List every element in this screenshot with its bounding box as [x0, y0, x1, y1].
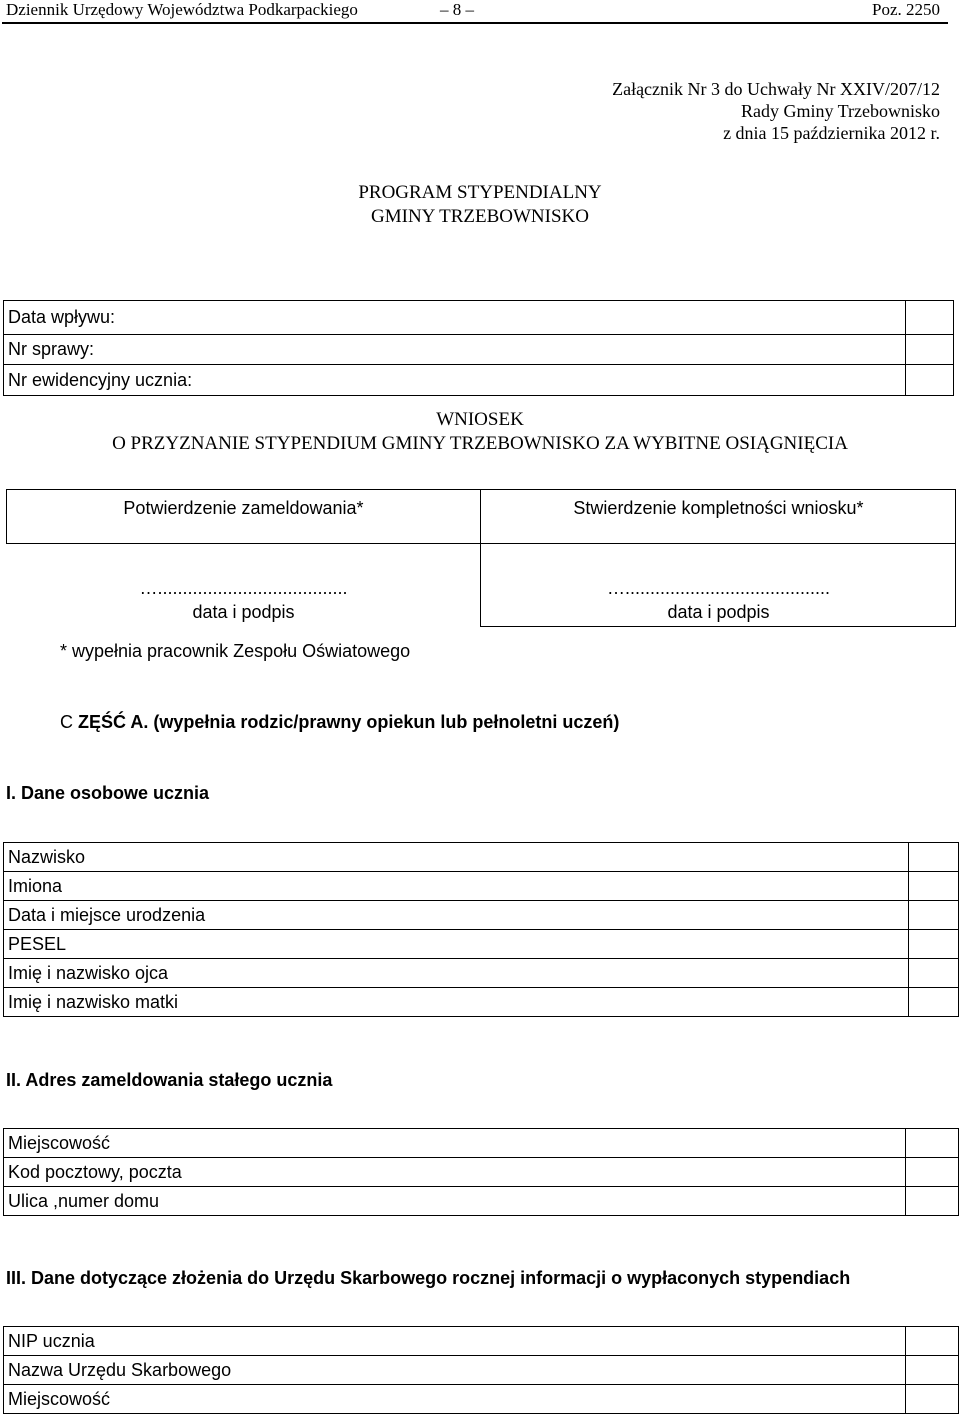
field-tax-town[interactable]	[906, 1385, 959, 1414]
personal-data-table	[3, 842, 959, 1017]
program-title	[0, 181, 960, 229]
confirm-left-sign-label: data i podpis	[192, 602, 295, 622]
field-mother[interactable]	[909, 988, 959, 1017]
attachment-line-2: Rady Gminy Trzebownisko	[740, 101, 940, 121]
confirm-right-signature-line: ….........................................	[606, 578, 831, 598]
table-row	[4, 959, 959, 988]
registry-label-student-id: Nr ewidencyjny ucznia:	[4, 365, 906, 396]
attachment-note	[612, 78, 940, 144]
field-tax-office[interactable]	[906, 1356, 959, 1385]
part-a-title: ZĘŚĆ A.	[78, 712, 149, 732]
field-postal[interactable]	[906, 1158, 959, 1187]
row-label-pesel: PESEL	[4, 930, 909, 959]
section-1-title: I. Dane osobowe ucznia	[6, 783, 210, 803]
part-a-prefix: C	[60, 712, 78, 732]
table-row	[4, 901, 959, 930]
table-row	[4, 988, 959, 1017]
table-row	[4, 872, 959, 901]
row-label-town: Miejscowość	[4, 1129, 906, 1158]
application-title	[0, 408, 960, 456]
row-label-nip: NIP ucznia	[4, 1327, 906, 1356]
table-row	[4, 365, 954, 396]
confirm-left-signature-line: …......................................	[139, 578, 348, 598]
table-row	[4, 335, 954, 365]
field-pesel[interactable]	[909, 930, 959, 959]
field-nip[interactable]	[906, 1327, 959, 1356]
field-birth[interactable]	[909, 901, 959, 930]
row-label-postal: Kod pocztowy, poczta	[4, 1158, 906, 1187]
confirm-top-rule	[6, 489, 956, 490]
section-3-title: III. Dane dotyczące złożenia do Urzędu Skarbowego rocznej informacji o wypłaconych stypendiach	[6, 1268, 851, 1288]
registry-field-case[interactable]	[906, 335, 954, 365]
table-row	[4, 1327, 959, 1356]
table-row	[4, 1385, 959, 1414]
application-title-line-1: WNIOSEK	[436, 409, 524, 430]
part-a-note: (wypełnia rodzic/prawny opiekun lub pełnoletni uczeń)	[148, 712, 620, 732]
field-father[interactable]	[909, 959, 959, 988]
row-label-tax-office: Nazwa Urzędu Skarbowego	[4, 1356, 906, 1385]
row-label-mother: Imię i nazwisko matki	[4, 988, 909, 1017]
registry-label-case: Nr sprawy:	[4, 335, 906, 365]
row-label-father: Imię i nazwisko ojca	[4, 959, 909, 988]
header-rule	[2, 22, 948, 24]
row-label-tax-town: Miejscowość	[4, 1385, 906, 1414]
table-row	[4, 1129, 959, 1158]
part-a-heading	[60, 712, 619, 733]
table-row	[4, 301, 954, 335]
page-number: – 8 –	[440, 0, 474, 19]
row-label-birth: Data i miejsce urodzenia	[4, 901, 909, 930]
table-row	[4, 930, 959, 959]
confirm-right-title: Stwierdzenie kompletności wniosku*	[573, 498, 864, 518]
field-surname[interactable]	[909, 843, 959, 872]
table-row	[4, 843, 959, 872]
table-row	[4, 1158, 959, 1187]
row-label-street: Ulica ,numer domu	[4, 1187, 906, 1216]
row-label-first-names: Imiona	[4, 872, 909, 901]
journal-title: Dziennik Urzędowy Województwa Podkarpackiego	[6, 0, 358, 19]
address-table	[3, 1128, 959, 1216]
application-title-line-2: O PRZYZNANIE STYPENDIUM GMINY TRZEBOWNISKO ZA WYBITNE OSIĄGNIĘCIA	[112, 433, 848, 454]
attachment-line-3: z dnia 15 października 2012 r.	[723, 123, 940, 143]
field-first-names[interactable]	[909, 872, 959, 901]
program-title-line-1: PROGRAM STYPENDIALNY	[358, 182, 602, 203]
confirm-right-sign-label: data i podpis	[667, 602, 770, 622]
registry-field-date[interactable]	[906, 301, 954, 335]
registry-table	[3, 300, 954, 396]
row-label-surname: Nazwisko	[4, 843, 909, 872]
field-town[interactable]	[906, 1129, 959, 1158]
tax-office-table	[3, 1326, 959, 1414]
confirm-mid-rule	[6, 543, 956, 544]
registry-field-student-id[interactable]	[906, 365, 954, 396]
program-title-line-2: GMINY TRZEBOWNISKO	[371, 206, 589, 227]
table-row	[4, 1356, 959, 1385]
attachment-line-1: Załącznik Nr 3 do Uchwały Nr XXIV/207/12	[612, 79, 940, 99]
position-number: Poz. 2250	[872, 0, 940, 19]
table-row	[4, 1187, 959, 1216]
field-street[interactable]	[906, 1187, 959, 1216]
section-2-title: II. Adres zameldowania stałego ucznia	[6, 1070, 333, 1090]
confirm-footnote: * wypełnia pracownik Zespołu Oświatowego	[60, 641, 411, 661]
registry-label-date: Data wpływu:	[4, 301, 906, 335]
confirm-left-title: Potwierdzenie zameldowania*	[123, 498, 364, 518]
confirm-bottom-rule	[481, 626, 956, 627]
